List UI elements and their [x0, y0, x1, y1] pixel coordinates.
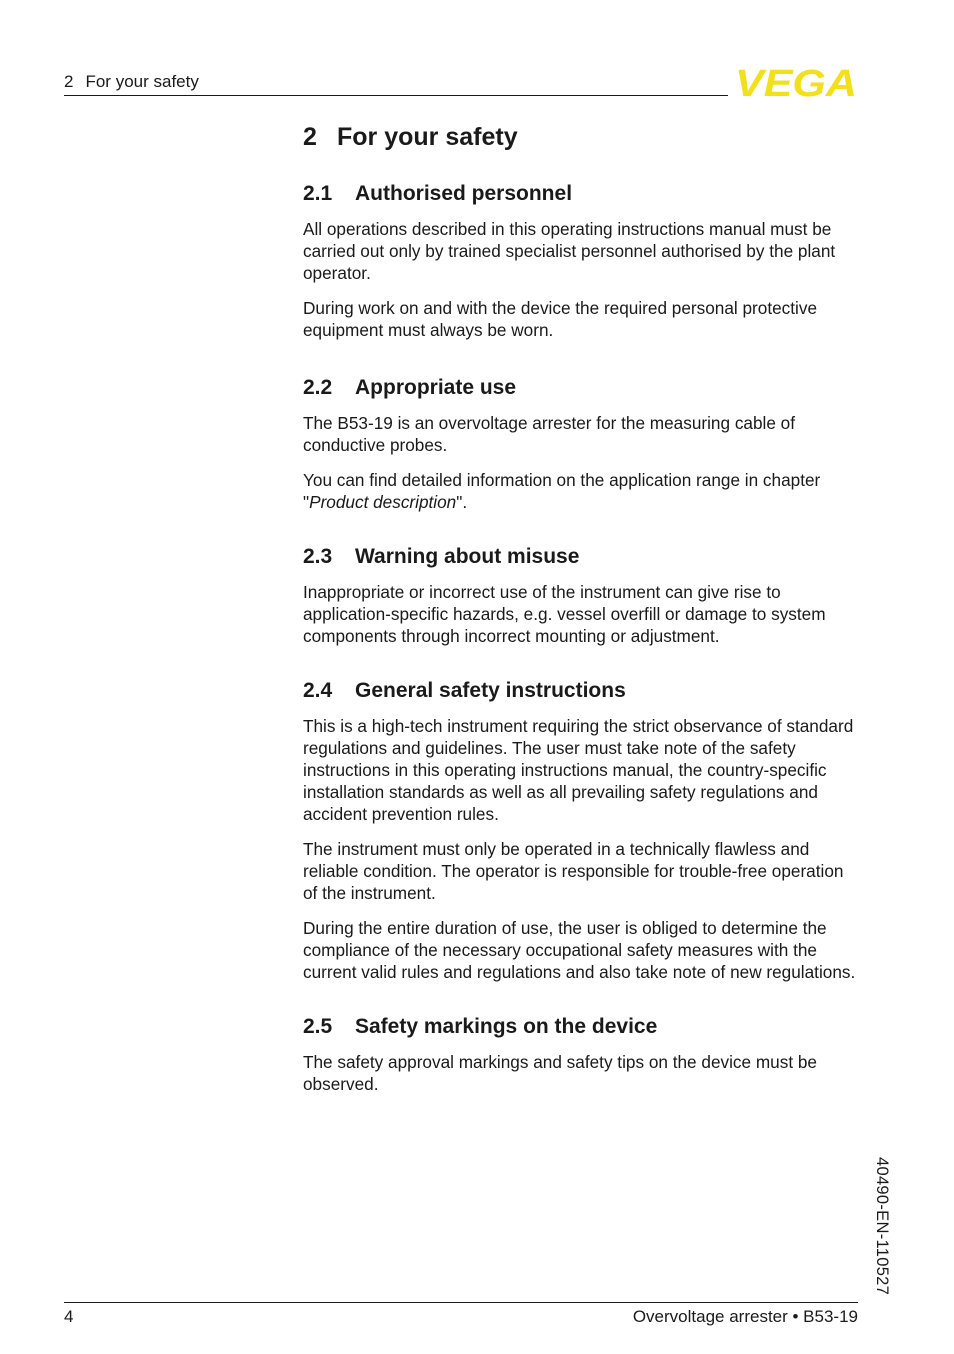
paragraph: This is a high-tech instrument requiring the strict observance of standard regulations and guidelines. The user must take note of the safety instructions in this operating instructions manual, the country-specific installation standards as well as all prevailing safety regulations and accident prevention rules.: [303, 716, 854, 824]
section-appropriate-use: [303, 374, 859, 513]
section-safety-markings: [303, 1013, 859, 1095]
section-heading: 2.5 Safety markings on the device: [303, 1015, 658, 1038]
chapter-title: 2 For your safety: [303, 123, 518, 151]
section-warning-about-misuse: [303, 543, 859, 647]
section-heading: 2.4 General safety instructions: [303, 679, 626, 702]
running-header: [64, 72, 199, 92]
footer-divider: [64, 1302, 858, 1303]
running-header-number: 2: [64, 72, 74, 91]
chapter-reference: Product description: [309, 492, 457, 512]
document-title: Overvoltage arrester • B53-19: [632, 1307, 858, 1326]
header-divider: [64, 95, 728, 96]
document-code: 40490-EN-110527: [873, 1157, 891, 1296]
main-content: [303, 120, 859, 1125]
paragraph: The B53-19 is an overvoltage arrester for the measuring cable of conductive probes.: [303, 413, 796, 455]
paragraph: The safety approval markings and safety tips on the device must be observed.: [303, 1052, 817, 1094]
section-heading: 2.1 Authorised personnel: [303, 182, 573, 205]
vega-logo: [734, 66, 858, 98]
svg-text:VEGA: VEGA: [735, 66, 857, 98]
section-heading: 2.2 Appropriate use: [303, 376, 517, 399]
section-heading: 2.3 Warning about misuse: [303, 545, 580, 568]
paragraph: During work on and with the device the required personal protective equipment must always be worn.: [303, 298, 818, 340]
section-authorised-personnel: [303, 180, 859, 341]
section-general-safety-instructions: [303, 677, 859, 983]
paragraph: All operations described in this operating instructions manual must be carried out only by trained specialist personnel authorised by the plant operator.: [303, 219, 836, 283]
paragraph: During the entire duration of use, the user is obliged to determine the compliance of the necessary occupational safety measures with the current valid rules and regulations and also take note of new regulations.: [303, 918, 856, 982]
page-number: 4: [64, 1307, 74, 1326]
paragraph: Inappropriate or incorrect use of the instrument can give rise to application-specific hazards, e.g. vessel overfill or damage to system components through incorrect mounting or adjustment.: [303, 582, 826, 646]
paragraph-reference: You can find detailed information on the application range in chapter "Product description".: [303, 470, 821, 512]
paragraph: The instrument must only be operated in a technically flawless and reliable condition. The operator is responsible for trouble-free operation of the instrument.: [303, 839, 844, 903]
running-header-title: For your safety: [85, 72, 199, 91]
